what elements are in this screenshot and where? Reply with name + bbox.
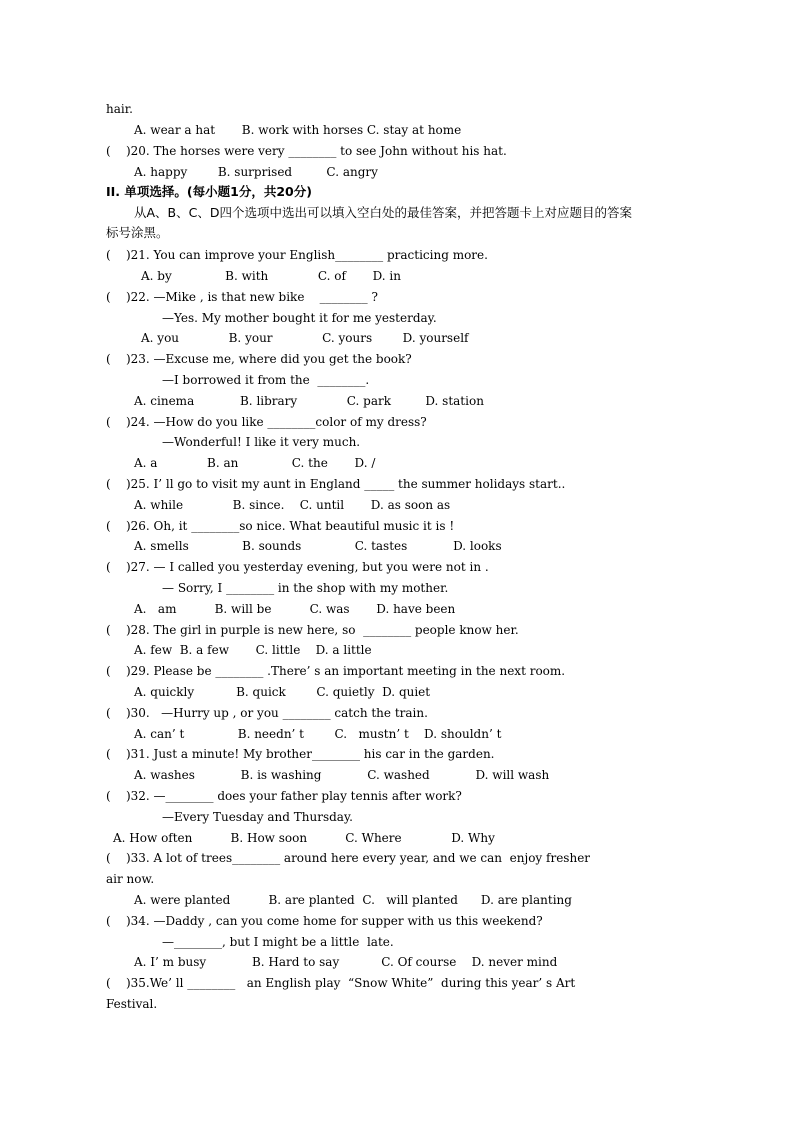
section-instructions: 标号涂黑。 bbox=[106, 225, 169, 240]
question-line: ( )32. —________ does your father play tennis after work? bbox=[106, 789, 462, 803]
dialogue-line: — Sorry, I ________ in the shop with my mother. bbox=[162, 581, 449, 595]
question-line: ( )25. I’ ll go to visit my aunt in England _____ the summer holidays start.. bbox=[106, 477, 566, 491]
question-line: ( )23. —Excuse me, where did you get the book? bbox=[106, 352, 412, 366]
question-line: ( )31. Just a minute! My brother________ his car in the garden. bbox=[106, 747, 495, 761]
question-line: ( )27. — I called you yesterday evening, but you were not in . bbox=[106, 560, 489, 574]
answer-options: A. quickly B. quick C. quietly D. quiet bbox=[134, 685, 431, 699]
text-line: hair. bbox=[106, 102, 133, 116]
question-line: ( )30. —Hurry up , or you ________ catch the train. bbox=[106, 706, 428, 720]
answer-options: A. How often B. How soon C. Where D. Why bbox=[113, 831, 495, 845]
answer-options: A. few B. a few C. little D. a little bbox=[134, 643, 372, 657]
text-line: air now. bbox=[106, 872, 155, 886]
dialogue-line: —Yes. My mother bought it for me yesterday. bbox=[162, 311, 437, 325]
answer-options: A. while B. since. C. until D. as soon as bbox=[134, 498, 451, 512]
section-heading: II. 单项选择。(每小题1分，共20分) bbox=[106, 184, 312, 199]
answer-options: A. a B. an C. the D. / bbox=[134, 456, 376, 470]
section-instructions: 从A、B、C、D四个选项中选出可以填入空白处的最佳答案，并把答题卡上对应题目的答案 bbox=[134, 205, 632, 220]
answer-options: A. cinema B. library C. park D. station bbox=[134, 394, 484, 408]
answer-options: A. can’ t B. needn’ t C. mustn’ t D. shouldn’ t bbox=[134, 727, 502, 741]
answer-options: A. you B. your C. yours D. yourself bbox=[141, 331, 469, 345]
question-line: ( )29. Please be ________ .There’ s an important meeting in the next room. bbox=[106, 664, 566, 678]
question-line: ( )34. —Daddy , can you come home for supper with us this weekend? bbox=[106, 914, 543, 928]
answer-options: A. washes B. is washing C. washed D. will wash bbox=[134, 768, 550, 782]
dialogue-line: —________, but I might be a little late. bbox=[162, 935, 394, 949]
question-line: ( )26. Oh, it ________so nice. What beautiful music it is ! bbox=[106, 519, 455, 533]
question-line: ( )33. A lot of trees________ around here every year, and we can enjoy fresher bbox=[106, 851, 591, 865]
answer-options: A. were planted B. are planted C. will planted D. are planting bbox=[134, 893, 572, 907]
answer-options: A. wear a hat B. work with horses C. stay at home bbox=[134, 123, 462, 137]
answer-options: A. happy B. surprised C. angry bbox=[134, 165, 378, 179]
answer-options: A. by B. with C. of D. in bbox=[141, 269, 401, 283]
question-line: ( )24. —How do you like ________color of my dress? bbox=[106, 415, 427, 429]
question-line: ( )21. You can improve your English________ practicing more. bbox=[106, 248, 488, 262]
answer-options: A. smells B. sounds C. tastes D. looks bbox=[134, 539, 502, 553]
answer-options: A. I’ m busy B. Hard to say C. Of course D. never mind bbox=[134, 955, 558, 969]
text-line: Festival. bbox=[106, 997, 158, 1011]
dialogue-line: —I borrowed it from the ________. bbox=[162, 373, 370, 387]
dialogue-line: —Wonderful! I like it very much. bbox=[162, 435, 361, 449]
question-line: ( )20. The horses were very ________ to see John without his hat. bbox=[106, 144, 507, 158]
answer-options: A. am B. will be C. was D. have been bbox=[134, 602, 456, 616]
dialogue-line: —Every Tuesday and Thursday. bbox=[162, 810, 353, 824]
question-line: ( )35.We’ ll ________ an English play “Snow White” during this year’ s Art bbox=[106, 976, 576, 990]
question-line: ( )22. —Mike , is that new bike ________ ? bbox=[106, 290, 378, 304]
question-line: ( )28. The girl in purple is new here, so ________ people know her. bbox=[106, 623, 519, 637]
